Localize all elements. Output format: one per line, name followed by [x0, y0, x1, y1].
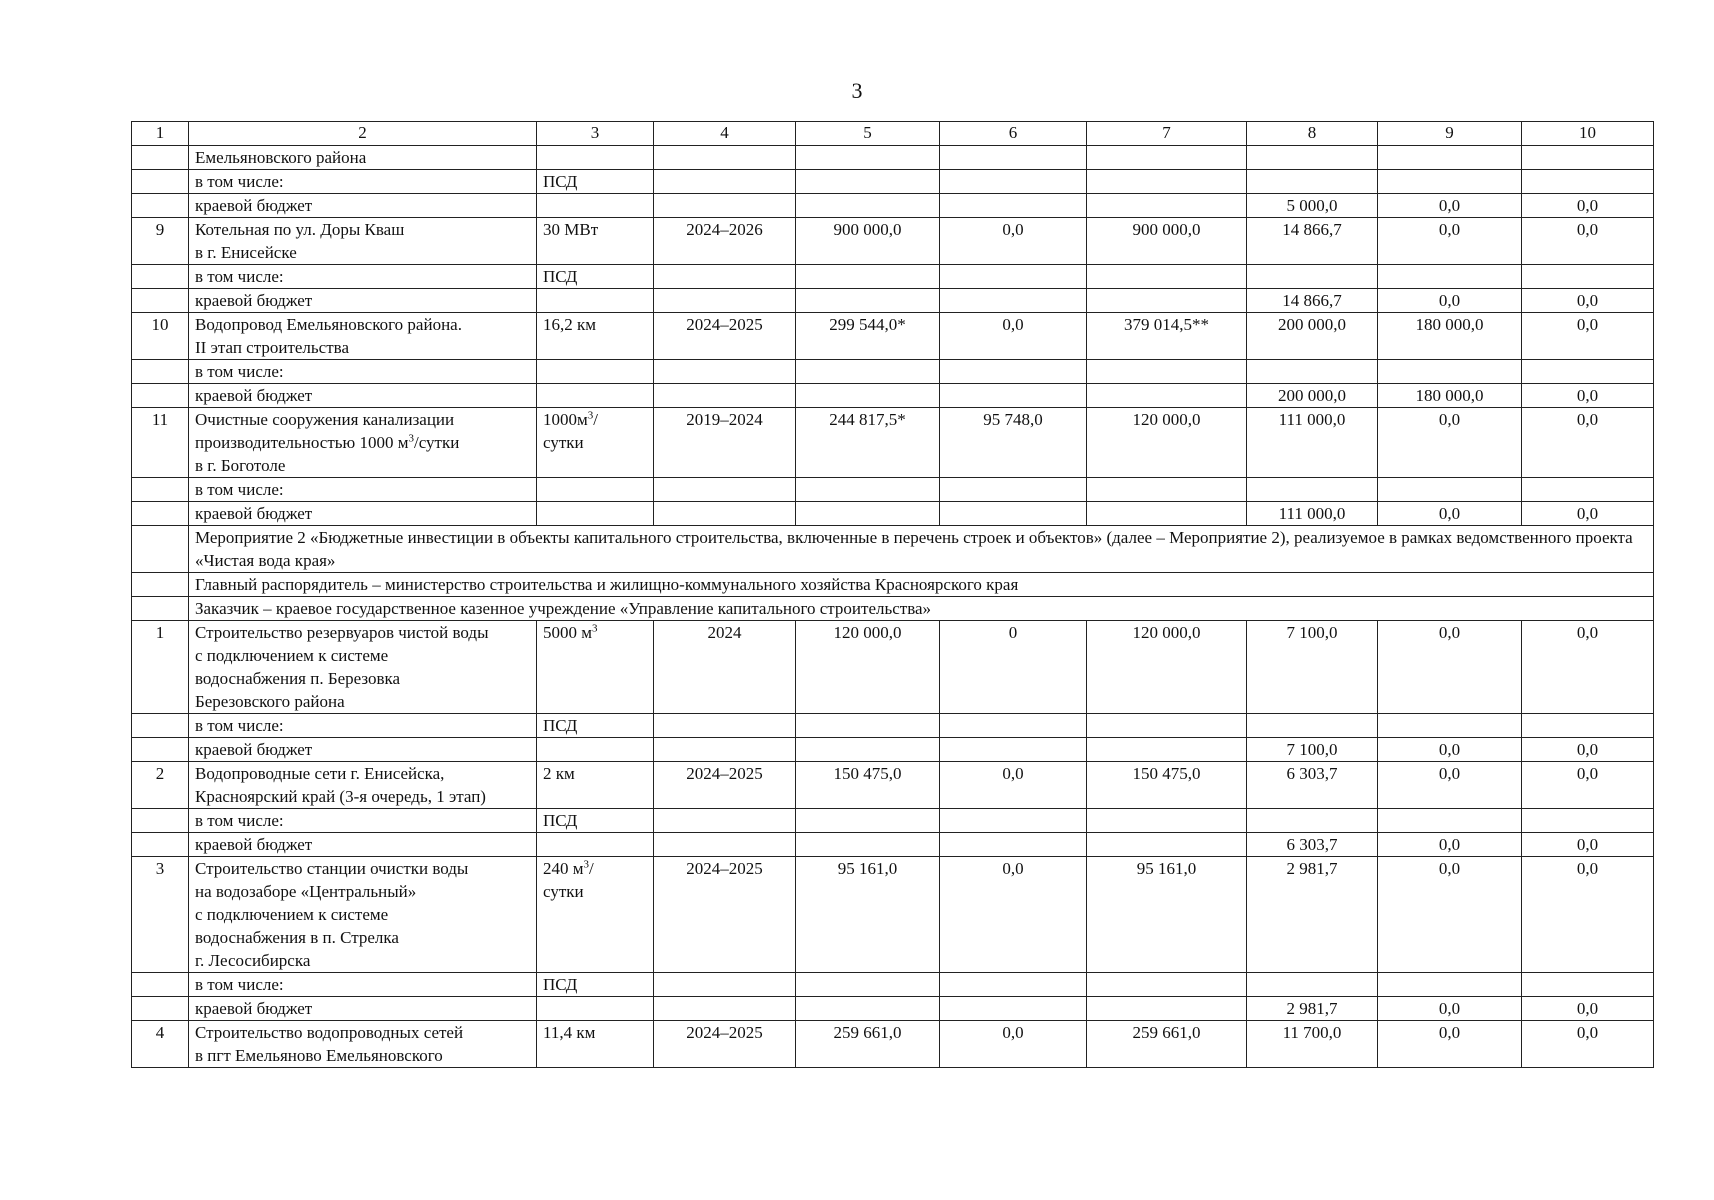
cell-year-3: 0,0	[1522, 762, 1654, 809]
cell-year-2: 0,0	[1378, 997, 1522, 1021]
cell-budget-label: краевой бюджет	[189, 289, 537, 313]
including-row	[132, 714, 1654, 738]
cell-remaining-cost: 120 000,0	[1087, 408, 1247, 478]
cell-empty	[1087, 478, 1247, 502]
cell-estimated-cost: 95 161,0	[796, 857, 940, 973]
cell-empty	[537, 146, 654, 170]
cell-period: 2024–2025	[654, 1021, 796, 1068]
cell-year-3: 0,0	[1522, 857, 1654, 973]
cell-year-1: 6 303,7	[1247, 762, 1378, 809]
cell-empty	[654, 146, 796, 170]
cell-empty	[940, 714, 1087, 738]
cell-number	[132, 502, 189, 526]
cell-empty	[940, 502, 1087, 526]
cell-empty	[1378, 809, 1522, 833]
cell-empty	[1522, 478, 1654, 502]
cell-empty	[796, 146, 940, 170]
cell-year-1: 11 700,0	[1247, 1021, 1378, 1068]
section-row	[132, 597, 1654, 621]
cell-object-name: Очистные сооружения канализации производительностью 1000 $м^3$/сутки в г. Боготоле	[189, 408, 537, 478]
cell-year-3: 0,0	[1522, 1021, 1654, 1068]
cell-empty	[1522, 146, 1654, 170]
cell-year-1: 200 000,0	[1247, 313, 1378, 360]
cell-funded-before: 0	[940, 621, 1087, 714]
cell-number: 10	[132, 313, 189, 360]
cell-empty	[1522, 973, 1654, 997]
continuation-row	[132, 146, 1654, 170]
cell-period: 2024–2026	[654, 218, 796, 265]
cell-empty	[940, 384, 1087, 408]
cell-empty	[1247, 265, 1378, 289]
cell-number	[132, 384, 189, 408]
object-row	[132, 1021, 1654, 1068]
cell-year-1: 14 866,7	[1247, 218, 1378, 265]
cell-year-2: 0,0	[1378, 194, 1522, 218]
cell-year-2: 0,0	[1378, 218, 1522, 265]
section-text: Главный распорядитель – министерство строительства и жилищно-коммунального хозяйства Красноярского края	[189, 573, 1654, 597]
cell-empty	[796, 997, 940, 1021]
column-number: 1	[132, 122, 189, 146]
cell-empty	[796, 738, 940, 762]
cell-empty	[1378, 478, 1522, 502]
cell-number	[132, 194, 189, 218]
cell-empty	[796, 973, 940, 997]
cell-empty	[940, 194, 1087, 218]
cell-empty	[537, 384, 654, 408]
cell-object-name: Строительство станции очистки воды на водозаборе «Центральный» с подключением к системе водоснабжения в п. Стрелка г. Лесосибирска	[189, 857, 537, 973]
column-number: 4	[654, 122, 796, 146]
cell-year-3: 0,0	[1522, 194, 1654, 218]
cell-capacity: ПСД	[537, 973, 654, 997]
cell-number: 3	[132, 857, 189, 973]
cell-including-label: в том числе:	[189, 809, 537, 833]
cell-empty	[1087, 738, 1247, 762]
object-row	[132, 408, 1654, 478]
section-row	[132, 573, 1654, 597]
regional-budget-row	[132, 502, 1654, 526]
cell-empty	[796, 714, 940, 738]
cell-empty	[537, 289, 654, 313]
cell-empty	[796, 478, 940, 502]
cell-empty	[1522, 265, 1654, 289]
cell-year-1: 2 981,7	[1247, 997, 1378, 1021]
cell-year-2: 0,0	[1378, 762, 1522, 809]
cell-empty	[796, 194, 940, 218]
investment-table	[131, 121, 1654, 1068]
cell-empty	[654, 360, 796, 384]
cell-year-1: 7 100,0	[1247, 621, 1378, 714]
regional-budget-row	[132, 384, 1654, 408]
cell-estimated-cost: 900 000,0	[796, 218, 940, 265]
cell-empty	[1378, 360, 1522, 384]
cell-empty	[654, 738, 796, 762]
cell-number: 1	[132, 621, 189, 714]
including-row	[132, 478, 1654, 502]
cell-year-3: 0,0	[1522, 384, 1654, 408]
cell-empty	[940, 289, 1087, 313]
cell-year-1: 5 000,0	[1247, 194, 1378, 218]
cell-capacity: 11,4 км	[537, 1021, 654, 1068]
cell-number	[132, 360, 189, 384]
cell-empty	[537, 997, 654, 1021]
cell-year-3: 0,0	[1522, 408, 1654, 478]
cell-empty	[654, 809, 796, 833]
cell-empty	[1087, 714, 1247, 738]
cell-year-1: 200 000,0	[1247, 384, 1378, 408]
cell-capacity: 5000 $м^3$	[537, 621, 654, 714]
cell-estimated-cost: 259 661,0	[796, 1021, 940, 1068]
cell-period: 2024–2025	[654, 762, 796, 809]
cell-empty	[940, 809, 1087, 833]
cell-empty	[1087, 502, 1247, 526]
cell-empty	[1247, 973, 1378, 997]
cell-empty	[1378, 146, 1522, 170]
cell-empty	[1087, 997, 1247, 1021]
cell-year-1: 2 981,7	[1247, 857, 1378, 973]
cell-including-label: в том числе:	[189, 265, 537, 289]
cell-empty	[654, 502, 796, 526]
cell-funded-before: 0,0	[940, 762, 1087, 809]
cell-year-3: 0,0	[1522, 313, 1654, 360]
column-number: 3	[537, 122, 654, 146]
cell-year-3: 0,0	[1522, 738, 1654, 762]
cell-empty	[940, 997, 1087, 1021]
cell-empty	[1378, 714, 1522, 738]
cell-budget-label: краевой бюджет	[189, 997, 537, 1021]
cell-year-3: 0,0	[1522, 502, 1654, 526]
cell-number	[132, 170, 189, 194]
page-number: 3	[851, 78, 863, 103]
cell-year-2: 0,0	[1378, 857, 1522, 973]
cell-number	[132, 973, 189, 997]
cell-capacity: 16,2 км	[537, 313, 654, 360]
cell-empty	[537, 738, 654, 762]
including-row	[132, 265, 1654, 289]
cell-number	[132, 478, 189, 502]
cell-number	[132, 714, 189, 738]
cell-empty	[1378, 973, 1522, 997]
cell-number: 4	[132, 1021, 189, 1068]
cell-object-name: Котельная по ул. Доры Кваш в г. Енисейске	[189, 218, 537, 265]
cell-period: 2024	[654, 621, 796, 714]
cell-empty	[537, 502, 654, 526]
cell-object-name: Водопроводные сети г. Енисейска, Красноярский край (3-я очередь, 1 этап)	[189, 762, 537, 809]
column-number: 9	[1378, 122, 1522, 146]
cell-empty	[796, 289, 940, 313]
cell-empty	[654, 714, 796, 738]
cell-including-label: в том числе:	[189, 360, 537, 384]
regional-budget-row	[132, 833, 1654, 857]
cell-year-2: 180 000,0	[1378, 313, 1522, 360]
object-row	[132, 762, 1654, 809]
cell-empty	[654, 289, 796, 313]
cell-empty	[654, 833, 796, 857]
cell-capacity: ПСД	[537, 170, 654, 194]
cell-empty	[1522, 360, 1654, 384]
column-number: 2	[189, 122, 537, 146]
table-body	[132, 122, 1654, 1068]
cell-number: 2	[132, 762, 189, 809]
cell-empty	[654, 194, 796, 218]
object-row	[132, 218, 1654, 265]
cell-including-label: в том числе:	[189, 478, 537, 502]
cell-budget-label: краевой бюджет	[189, 502, 537, 526]
cell-empty	[1247, 170, 1378, 194]
cell-number	[132, 997, 189, 1021]
cell-remaining-cost: 95 161,0	[1087, 857, 1247, 973]
cell-empty	[1087, 973, 1247, 997]
cell-period: 2024–2025	[654, 857, 796, 973]
cell-capacity: 2 км	[537, 762, 654, 809]
cell-number	[132, 289, 189, 313]
cell-funded-before: 0,0	[940, 1021, 1087, 1068]
cell-remaining-cost: 259 661,0	[1087, 1021, 1247, 1068]
cell-capacity: 30 МВт	[537, 218, 654, 265]
cell-empty	[654, 384, 796, 408]
cell-empty	[796, 170, 940, 194]
cell-number	[132, 573, 189, 597]
object-row	[132, 313, 1654, 360]
cell-period: 2024–2025	[654, 313, 796, 360]
cell-remaining-cost: 900 000,0	[1087, 218, 1247, 265]
cell-empty	[940, 478, 1087, 502]
section-row	[132, 526, 1654, 573]
column-number-row	[132, 122, 1654, 146]
cell-empty	[1087, 833, 1247, 857]
cell-budget-label: краевой бюджет	[189, 833, 537, 857]
cell-empty	[940, 170, 1087, 194]
cell-year-2: 0,0	[1378, 833, 1522, 857]
cell-year-2: 180 000,0	[1378, 384, 1522, 408]
cell-estimated-cost: 150 475,0	[796, 762, 940, 809]
column-number: 10	[1522, 122, 1654, 146]
cell-including-label: в том числе:	[189, 714, 537, 738]
column-number: 6	[940, 122, 1087, 146]
cell-year-3: 0,0	[1522, 833, 1654, 857]
cell-empty	[940, 360, 1087, 384]
cell-funded-before: 0,0	[940, 218, 1087, 265]
cell-capacity: $1000м^3/$ сутки	[537, 408, 654, 478]
cell-empty	[1087, 289, 1247, 313]
cell-number	[132, 809, 189, 833]
cell-object-name: Строительство водопроводных сетей в пгт Емельяново Емельяновского	[189, 1021, 537, 1068]
regional-budget-row	[132, 738, 1654, 762]
cell-object-name: Водопровод Емельяновского района. II этап строительства	[189, 313, 537, 360]
cell-capacity: 240 $м^3/$ сутки	[537, 857, 654, 973]
cell-empty	[940, 738, 1087, 762]
regional-budget-row	[132, 289, 1654, 313]
column-number: 5	[796, 122, 940, 146]
cell-empty	[796, 502, 940, 526]
cell-year-2: 0,0	[1378, 502, 1522, 526]
cell-year-2: 0,0	[1378, 289, 1522, 313]
including-row	[132, 973, 1654, 997]
cell-empty	[537, 194, 654, 218]
cell-empty	[1087, 146, 1247, 170]
cell-empty	[796, 360, 940, 384]
object-row	[132, 621, 1654, 714]
cell-empty	[796, 809, 940, 833]
cell-number	[132, 526, 189, 573]
cell-budget-label: краевой бюджет	[189, 384, 537, 408]
column-number: 7	[1087, 122, 1247, 146]
cell-remaining-cost: 150 475,0	[1087, 762, 1247, 809]
cell-empty	[654, 478, 796, 502]
cell-number	[132, 597, 189, 621]
cell-year-1: 111 000,0	[1247, 502, 1378, 526]
regional-budget-row	[132, 997, 1654, 1021]
cell-empty	[537, 833, 654, 857]
cell-remaining-cost: 379 014,5**	[1087, 313, 1247, 360]
cell-empty	[654, 170, 796, 194]
cell-empty	[1247, 478, 1378, 502]
cell-year-1: 111 000,0	[1247, 408, 1378, 478]
cell-empty	[1087, 194, 1247, 218]
cell-estimated-cost: 299 544,0*	[796, 313, 940, 360]
cell-empty	[654, 973, 796, 997]
cell-empty	[1378, 265, 1522, 289]
cell-empty	[940, 833, 1087, 857]
cell-empty	[1087, 265, 1247, 289]
cell-empty	[940, 265, 1087, 289]
cell-empty	[940, 146, 1087, 170]
cell-empty	[796, 384, 940, 408]
cell-empty	[1247, 809, 1378, 833]
cell-empty	[654, 265, 796, 289]
cell-year-3: 0,0	[1522, 218, 1654, 265]
cell-object-name: Строительство резервуаров чистой воды с подключением к системе водоснабжения п. Березовка Березовского района	[189, 621, 537, 714]
cell-estimated-cost: 244 817,5*	[796, 408, 940, 478]
column-number: 8	[1247, 122, 1378, 146]
cell-empty	[1522, 809, 1654, 833]
cell-year-2: 0,0	[1378, 621, 1522, 714]
cell-including-label: в том числе:	[189, 170, 537, 194]
cell-budget-label: краевой бюджет	[189, 738, 537, 762]
cell-year-1: 7 100,0	[1247, 738, 1378, 762]
including-row	[132, 360, 1654, 384]
cell-empty	[1087, 809, 1247, 833]
cell-empty	[1247, 146, 1378, 170]
cell-empty	[1247, 360, 1378, 384]
cell-budget-label: краевой бюджет	[189, 194, 537, 218]
cell-including-label: в том числе:	[189, 973, 537, 997]
cell-period: 2019–2024	[654, 408, 796, 478]
regional-budget-row	[132, 194, 1654, 218]
cell-empty	[940, 973, 1087, 997]
cell-empty	[1522, 714, 1654, 738]
cell-empty	[654, 997, 796, 1021]
cell-empty	[1087, 360, 1247, 384]
cell-estimated-cost: 120 000,0	[796, 621, 940, 714]
cell-object-name: Емельяновского района	[189, 146, 537, 170]
cell-empty	[1087, 170, 1247, 194]
cell-year-3: 0,0	[1522, 621, 1654, 714]
cell-year-2: 0,0	[1378, 1021, 1522, 1068]
cell-remaining-cost: 120 000,0	[1087, 621, 1247, 714]
cell-capacity: ПСД	[537, 809, 654, 833]
cell-funded-before: 95 748,0	[940, 408, 1087, 478]
cell-empty	[1247, 714, 1378, 738]
including-row	[132, 809, 1654, 833]
cell-number	[132, 738, 189, 762]
cell-capacity	[537, 478, 654, 502]
cell-empty	[1522, 170, 1654, 194]
cell-year-2: 0,0	[1378, 408, 1522, 478]
cell-year-1: 6 303,7	[1247, 833, 1378, 857]
cell-funded-before: 0,0	[940, 857, 1087, 973]
cell-empty	[1087, 384, 1247, 408]
section-text: Мероприятие 2 «Бюджетные инвестиции в объекты капитального строительства, включенные в перечень строек и объектов» (далее – Мероприятие 2), реализуемое в рамках ведомственного проекта «Чистая вода края»	[189, 526, 1654, 573]
object-row	[132, 857, 1654, 973]
cell-funded-before: 0,0	[940, 313, 1087, 360]
including-row	[132, 170, 1654, 194]
cell-empty	[796, 265, 940, 289]
cell-year-3: 0,0	[1522, 289, 1654, 313]
cell-number	[132, 265, 189, 289]
cell-number: 11	[132, 408, 189, 478]
cell-empty	[1378, 170, 1522, 194]
cell-year-1: 14 866,7	[1247, 289, 1378, 313]
cell-capacity	[537, 360, 654, 384]
cell-capacity: ПСД	[537, 714, 654, 738]
cell-number: 9	[132, 218, 189, 265]
cell-number	[132, 146, 189, 170]
section-text: Заказчик – краевое государственное казенное учреждение «Управление капитального строительства»	[189, 597, 1654, 621]
cell-empty	[796, 833, 940, 857]
cell-year-2: 0,0	[1378, 738, 1522, 762]
cell-number	[132, 833, 189, 857]
cell-year-3: 0,0	[1522, 997, 1654, 1021]
cell-capacity: ПСД	[537, 265, 654, 289]
